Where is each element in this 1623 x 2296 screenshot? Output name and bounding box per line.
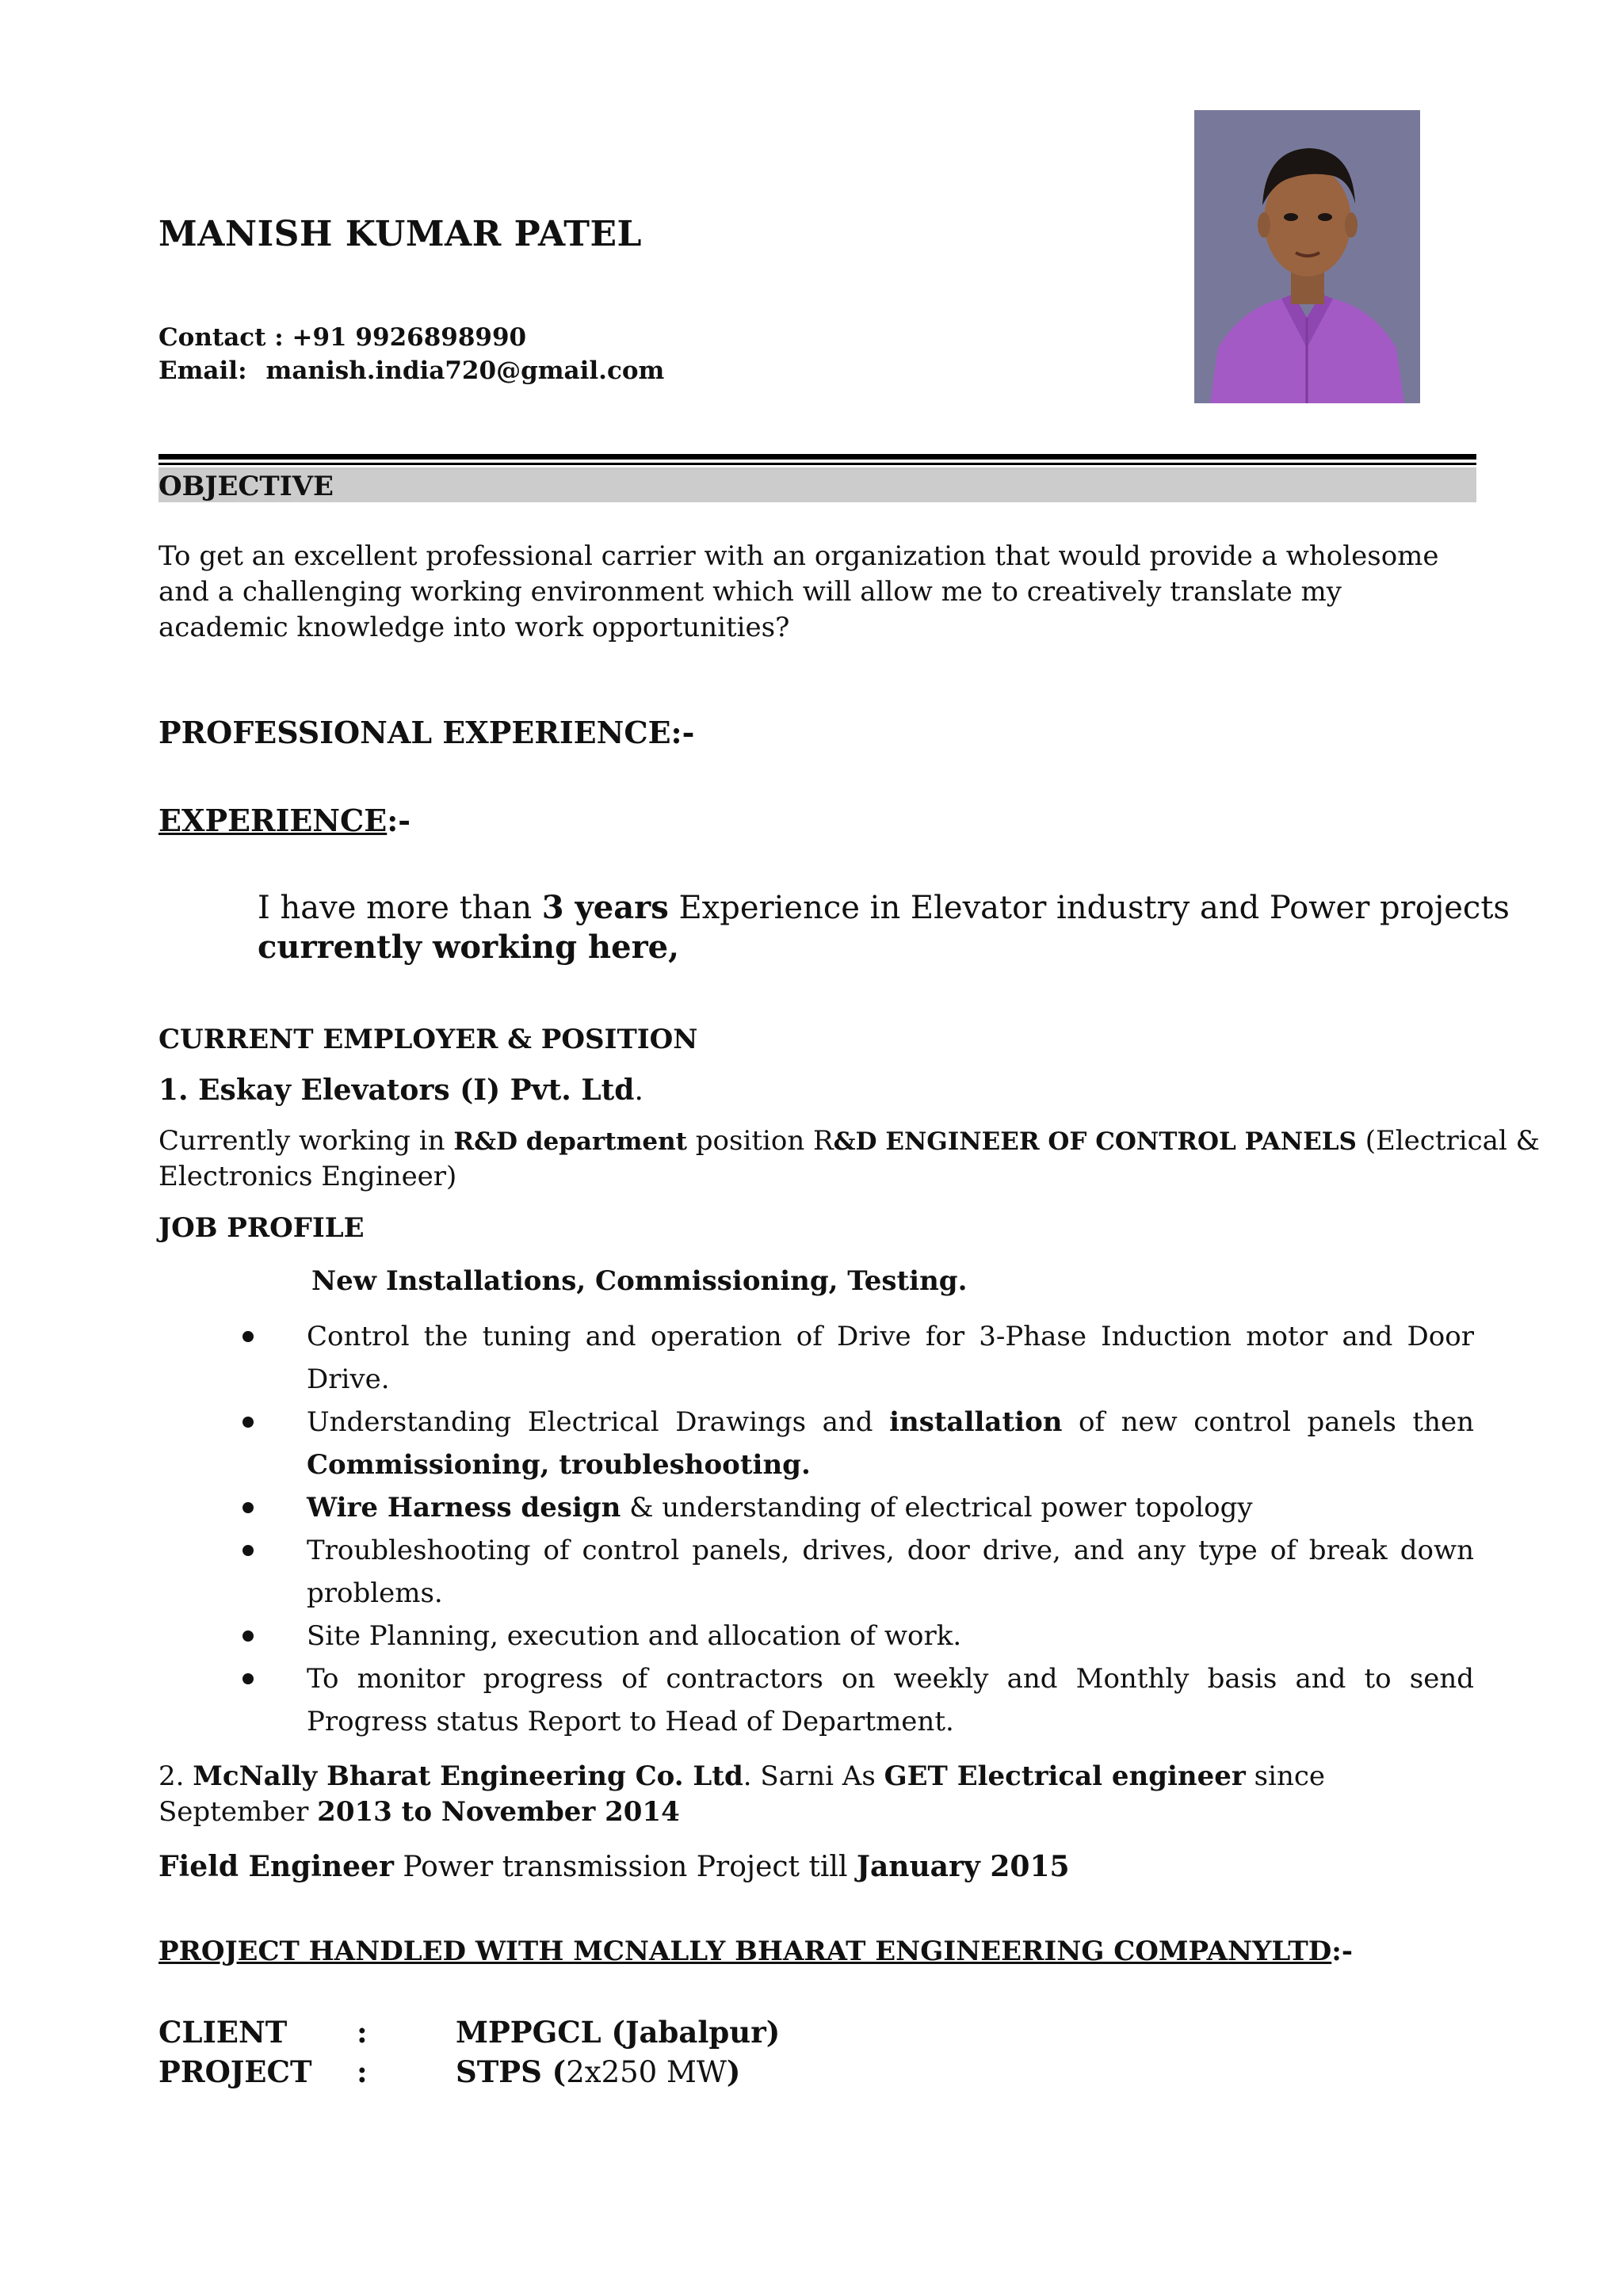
project-label: PROJECT xyxy=(158,2054,312,2089)
current-company xyxy=(158,1074,643,1107)
experience-heading-suffix: :- xyxy=(387,803,411,838)
previous-role: GET Electrical engineer xyxy=(884,1760,1246,1792)
employer-number: 2 xyxy=(158,1760,176,1792)
project-value-post: ) xyxy=(726,2054,741,2089)
bullet-icon xyxy=(242,1673,254,1684)
section-divider-thick xyxy=(158,454,1476,460)
bullet-icon xyxy=(242,1630,254,1642)
list-item xyxy=(254,1486,1474,1529)
field-engineer-text: Power transmission Project till xyxy=(393,1851,857,1883)
field-engineer-title: Field Engineer xyxy=(158,1850,394,1883)
project-colon: : xyxy=(357,2054,368,2089)
experience-heading-label: EXPERIENCE xyxy=(158,803,388,838)
projects-title xyxy=(158,1936,1353,1967)
contact-email-line xyxy=(158,357,664,385)
current-role-line2: Electronics Engineer) xyxy=(158,1161,457,1192)
company-suffix: . xyxy=(634,1074,643,1107)
company-name: 1. Eskay Elevators (I) Pvt. Ltd xyxy=(158,1074,635,1107)
summary-years: 3 years xyxy=(541,889,669,926)
summary-text: I have more than xyxy=(258,890,542,926)
client-colon: : xyxy=(357,2015,368,2050)
previous-period: 2013 to November 2014 xyxy=(317,1796,680,1828)
previous-employer xyxy=(158,1759,1476,1830)
role-post: (Electrical & xyxy=(1356,1125,1540,1157)
role-department: R&D department xyxy=(453,1127,687,1156)
job-profile-subtitle: New Installations, Commissioning, Testing. xyxy=(311,1265,968,1297)
bullet-icon xyxy=(242,1331,254,1342)
bullet-text-bold: Wire Harness design xyxy=(307,1492,621,1524)
bullet-text: Site Planning, execution and allocation of work. xyxy=(307,1620,962,1652)
bullet-text: To monitor progress of contractors on weekly and Monthly basis and to send Progress status Report to Head of Department. xyxy=(307,1663,1474,1737)
project-row xyxy=(158,2054,740,2089)
bullet-text: Troubleshooting of control panels, drives, door drive, and any type of break down problems. xyxy=(307,1535,1474,1609)
job-profile-list xyxy=(254,1315,1474,1743)
current-employer-title: CURRENT EMPLOYER & POSITION xyxy=(158,1024,698,1055)
list-item xyxy=(254,1401,1474,1486)
bullet-text-line2: Commissioning, troubleshooting. xyxy=(307,1449,811,1481)
role-pre: Currently working in xyxy=(158,1125,454,1157)
client-value: MPPGCL (Jabalpur) xyxy=(456,2015,781,2050)
objective-title: OBJECTIVE xyxy=(158,471,334,502)
profile-photo xyxy=(1194,110,1420,403)
list-item xyxy=(254,1657,1474,1743)
client-label: CLIENT xyxy=(158,2015,288,2050)
projects-title-label: PROJECT HANDLED WITH MCNALLY BHARAT ENGINEERING COMPANYLTD xyxy=(158,1936,1332,1967)
projects-title-suffix: :- xyxy=(1331,1936,1353,1967)
bullet-text xyxy=(307,1401,1474,1444)
project-value-mid: 2x250 MW xyxy=(566,2055,727,2089)
candidate-name: MANISH KUMAR PATEL xyxy=(158,214,642,254)
list-item xyxy=(254,1315,1474,1401)
bullet-text xyxy=(307,1486,1474,1529)
email-label: Email: xyxy=(158,357,247,385)
role-title: &D ENGINEER OF CONTROL PANELS xyxy=(833,1127,1357,1156)
list-item xyxy=(254,1615,1474,1657)
list-item xyxy=(254,1529,1474,1615)
experience-summary xyxy=(258,889,1510,926)
contact-phone: Contact : +91 9926898990 xyxy=(158,323,527,352)
objective-text: To get an excellent professional carrier with an organization that would provide a wholesome and a challenging working environment which will allow me to creatively translate my academic knowledge into work opportunities? xyxy=(158,540,1439,643)
project-value-pre: STPS ( xyxy=(456,2054,567,2089)
job-profile-title: JOB PROFILE xyxy=(158,1212,365,1244)
section-divider-thin xyxy=(158,463,1476,465)
bullet-icon xyxy=(242,1417,254,1428)
employer-number-suffix: . xyxy=(175,1760,193,1792)
client-row xyxy=(158,2015,780,2050)
objective-header-bar xyxy=(158,467,1476,502)
previous-company-name: McNally Bharat Engineering Co. Ltd xyxy=(193,1760,743,1792)
bullet-text-post: & understanding of electrical power topology xyxy=(621,1492,1253,1524)
role-mid: position R xyxy=(686,1125,834,1157)
experience-summary-line2: currently working here, xyxy=(258,929,680,966)
bullet-icon xyxy=(242,1545,254,1556)
experience-heading xyxy=(158,803,411,838)
bullet-text-bold: installation xyxy=(889,1406,1063,1438)
bullet-text-pre: Understanding Electrical Drawings and xyxy=(307,1406,890,1438)
bullet-icon xyxy=(242,1502,254,1513)
previous-since: since September xyxy=(158,1760,1326,1828)
bullet-text: Control the tuning and operation of Drive for 3-Phase Induction motor and Door Drive. xyxy=(307,1321,1474,1395)
bullet-text-post: of new control panels then xyxy=(1062,1406,1474,1438)
current-role xyxy=(158,1125,1540,1157)
field-engineer-date: January 2015 xyxy=(856,1850,1070,1883)
email-address: manish.india720@gmail.com xyxy=(265,357,665,385)
previous-company-place: . Sarni As xyxy=(743,1760,884,1792)
professional-experience-title: PROFESSIONAL EXPERIENCE:- xyxy=(158,715,695,750)
field-engineer-line xyxy=(158,1850,1070,1883)
summary-text-post: Experience in Elevator industry and Power projects xyxy=(668,890,1510,926)
